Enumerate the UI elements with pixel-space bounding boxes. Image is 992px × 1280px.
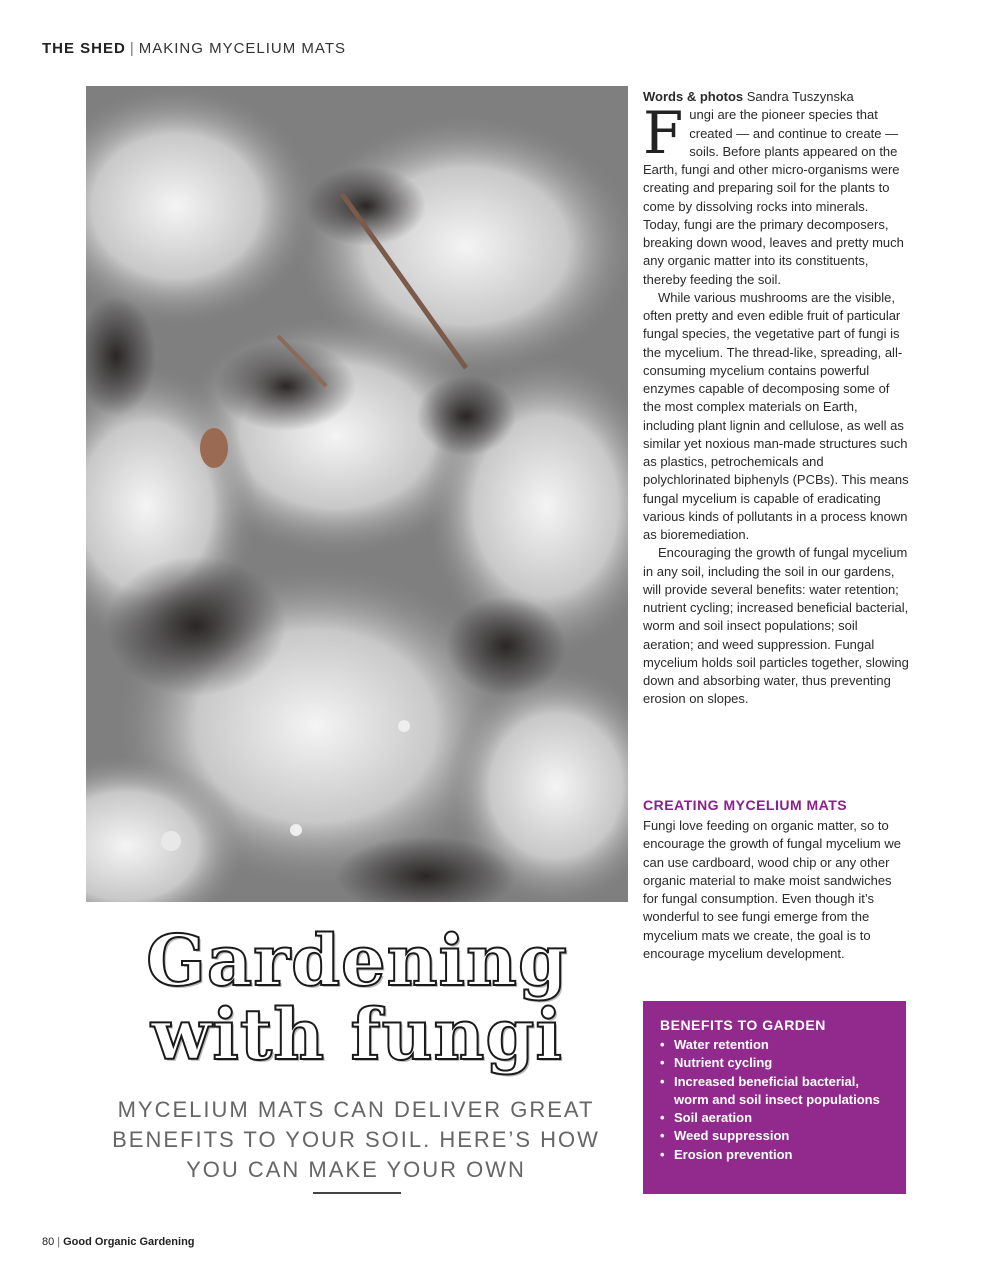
article-body bbox=[643, 88, 909, 709]
running-header bbox=[42, 40, 346, 57]
byline bbox=[643, 88, 909, 106]
list-item: • Erosion prevention bbox=[660, 1146, 896, 1164]
page-footer bbox=[42, 1236, 195, 1248]
standfirst: MYCELIUM MATS CAN DELIVER GREAT BENEFITS TO YOUR SOIL. HERE’S HOW YOU CAN MAKE YOUR OWN bbox=[112, 1097, 600, 1182]
list-item: • Nutrient cycling bbox=[660, 1054, 896, 1072]
list-item: • Soil aeration bbox=[660, 1109, 896, 1127]
footer-separator: | bbox=[57, 1236, 61, 1248]
benefits-box bbox=[643, 1001, 906, 1194]
title-line-1: Gardening bbox=[146, 919, 568, 1002]
paragraph-2: While various mushrooms are the visible, often pretty and even edible fruit of particular fungal species, the vegetative part of fungi is the mycelium. The thread-like, spreading, all-consuming mycelium contains powerful enzymes capable of decomposing some of the most complex materials on Earth, including plant lignin and cellulose, as well as similar yet noxious man-made structures such as plastics, petrochemicals and polychlorinated biphenyls (PCBs). This means fungal mycelium is capable of eradicating various kinds of pollutants in a process known as bioremediation. bbox=[643, 289, 909, 542]
magazine-name: Good Organic Gardening bbox=[63, 1236, 195, 1248]
section-heading: CREATING MYCELIUM MATS bbox=[643, 797, 848, 813]
list-item: • Weed suppression bbox=[660, 1127, 896, 1145]
byline-label: Words & photos bbox=[643, 89, 744, 104]
photo-illustration bbox=[86, 86, 628, 902]
divider bbox=[313, 1192, 401, 1194]
list-item: • Water retention bbox=[660, 1036, 896, 1054]
benefits-heading: BENEFITS TO GARDEN bbox=[660, 1017, 826, 1033]
paragraph-1 bbox=[643, 99, 909, 289]
drop-cap: F bbox=[643, 99, 684, 168]
header-separator: | bbox=[129, 40, 135, 57]
page-number: 80 bbox=[42, 1236, 55, 1248]
mycelium-photo bbox=[86, 86, 628, 902]
title-line-2: with fungi bbox=[151, 993, 563, 1076]
section-paragraph: Fungi love feeding on organic matter, so to encourage the growth of fungal mycelium we can use cardboard, wood chip or any other organic material to make moist sandwiches for fungal consumption. Even though it’s wonderful to see fungi emerge from the mycelium mats we create, the goal is to encourage mycelium development. bbox=[643, 818, 901, 961]
paragraph-1-text: ungi are the pioneer species that created — and continue to create —soils. Before plants appeared on the Earth, fungi and other micro-organisms were creating and preparing soil for the plants to come by dissolving rocks into minerals. Today, fungi are the primary decomposers, breaking down wood, leaves and pretty much any organic matter into its constituents, thereby feeding the soil. bbox=[643, 107, 904, 287]
article-title bbox=[86, 919, 628, 1076]
benefits-list bbox=[660, 1036, 896, 1164]
list-item: • Increased beneficial bacterial, worm and soil insect populations bbox=[660, 1073, 896, 1110]
section-name: THE SHED bbox=[42, 40, 126, 57]
paragraph-3: Encouraging the growth of fungal mycelium in any soil, including the soil in our gardens, will provide several benefits: water retention; nutrient cycling; increased beneficial bacterial, worm and soil insect populations; soil aeration; and weed suppression. Fungal mycelium holds soil particles together, slowing down and absorbing water, thus preventing erosion on slopes. bbox=[643, 545, 909, 707]
header-topic: MAKING MYCELIUM MATS bbox=[138, 40, 346, 57]
byline-author: Sandra Tuszynska bbox=[746, 89, 854, 104]
